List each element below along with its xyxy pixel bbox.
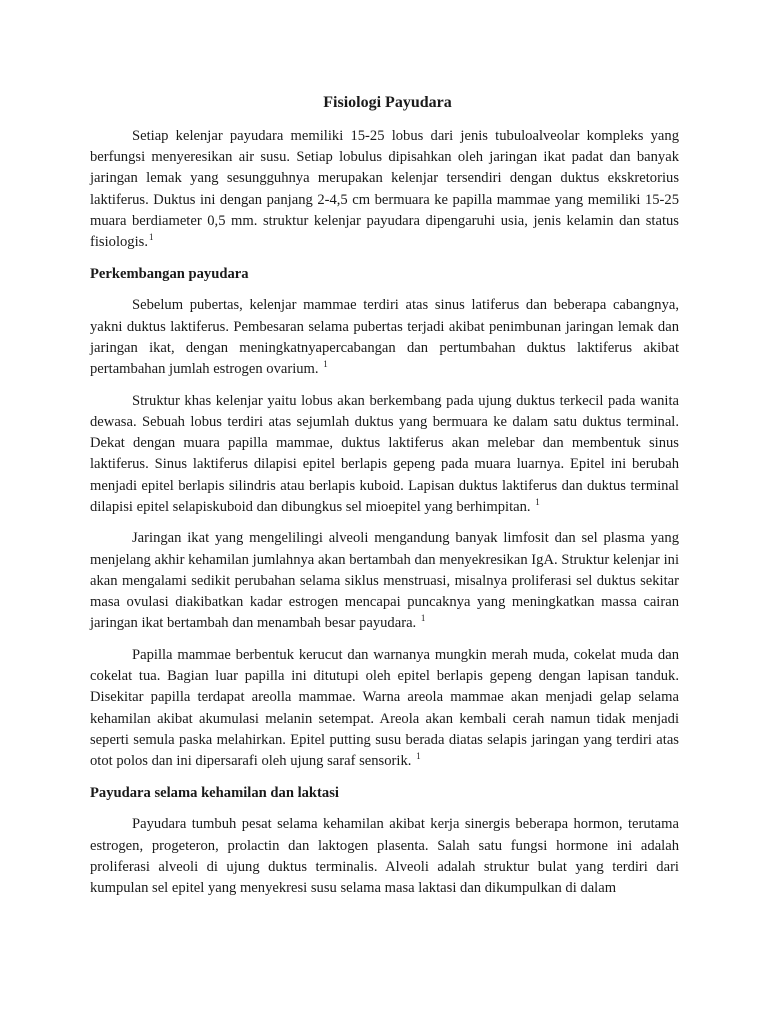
paragraph-text: Papilla mammae berbentuk kerucut dan warnanya mungkin merah muda, cokelat muda dan cokelat tua. Bagian luar papilla ini ditutupi oleh epitel berlapis gepeng dengan lapisan tanduk. Disekitar papilla terdapat areolla mammae. Warna areola mammae akan menjadi gelap selama kehamilan akibat akumulasi melanin setempat. Areola akan kembali cerah namun tidak menjadi seperti semula paska melahirkan. Epitel putting susu berada diatas selapis jaringan yang terdiri atas otot polos dan ini dipersarafi oleh ujung saraf sensorik.: [90, 646, 679, 769]
intro-paragraph: [90, 126, 679, 253]
paragraph-text: Payudara tumbuh pesat selama kehamilan akibat kerja sinergis beberapa hormon, terutama estrogen, progeteron, prolactin dan laktogen plasenta. Salah satu fungsi hormone ini adalah proliferasi alveoli di ujung duktus terminalis. Alveoli adalah struktur bulat yang terdiri dari kumpulan sel epitel yang menyekresi susu selama masa laktasi dan dikumpulkan di dalam: [90, 816, 679, 896]
section-heading-kehamilan-laktasi: Payudara selama kehamilan dan laktasi: [90, 784, 339, 801]
footnote-ref: 1: [148, 232, 154, 243]
paragraph-sebelum-pubertas: [90, 295, 679, 380]
document-body: [90, 93, 679, 910]
paragraph-text: Struktur khas kelenjar yaitu lobus akan berkembang pada ujung duktus terkecil pada wanita dewasa. Sebuah lobus terdiri atas sejumlah duktus yang bermuara ke dalam satu duktus terminal. Dekat dengan muara papilla mammae, duktus laktiferus akan melebar dan membentuk sinus laktiferus. Sinus laktiferus dilapisi epitel berlapis gepeng pada muara luarnya. Epitel ini berubah menjadi epitel berlapis silindris atau berlapis kuboid. Lapisan duktus laktiferus dan duktus terminal dilapisi epitel selapiskuboid dan dibungkus sel mioepitel yang berhimpitan.: [90, 392, 679, 515]
footnote-ref: 1: [323, 359, 328, 370]
footnote-ref: 1: [420, 613, 426, 624]
document-title: Fisiologi Payudara: [323, 94, 452, 111]
paragraph-text: Setiap kelenjar payudara memiliki 15-25 lobus dari jenis tubuloalveolar kompleks yang berfungsi menyeresikan air susu. Setiap lobulus dipisahkan oleh jaringan ikat padat dan banyak jaringan lemak yang sesungguhnya merupakan kelenjar tersendiri dengan duktus ekskretorius laktiferus. Duktus ini dengan panjang 2-4,5 cm bermuara ke papilla mammae yang memiliki 15-25 muara berdiameter 0,5 mm. struktur kelenjar payudara dipengaruhi usia, jenis kelamin dan status fisiologis.: [90, 128, 679, 251]
paragraph-struktur-khas: [90, 391, 679, 518]
paragraph-jaringan-ikat: [90, 528, 679, 634]
section-heading-perkembangan: Perkembangan payudara: [90, 265, 249, 282]
paragraph-text: Sebelum pubertas, kelenjar mammae terdiri atas sinus latiferus dan beberapa cabangnya, yakni duktus laktiferus. Pembesaran selama pubertas terjadi akibat penimbunan jaringan lemak dan jaringan ikat, dengan meningkatnyapercabangan dan pertumbahan duktus laktiferus akibat pertambahan jumlah estrogen ovarium.: [90, 297, 679, 378]
footnote-ref: 1: [416, 751, 421, 762]
paragraph-payudara-tumbuh: [90, 814, 679, 899]
paragraph-text: Jaringan ikat yang mengelilingi alveoli mengandung banyak limfosit dan sel plasma yang menjelang akhir kehamilan jumlahnya akan bertambah dan menyekresikan IgA. Struktur kelenjar ini akan mengalami sedikit perubahan selama siklus menstruasi, misalnya proliferasi sel duktus sekitar masa ovulasi diakibatkan kadar estrogen mencapai puncaknya yang meningkatkan massa cairan jaringan ikat bertambah dan menambah besar payudara.: [90, 530, 679, 632]
paragraph-papilla-mammae: [90, 645, 679, 772]
footnote-ref: 1: [535, 496, 540, 507]
